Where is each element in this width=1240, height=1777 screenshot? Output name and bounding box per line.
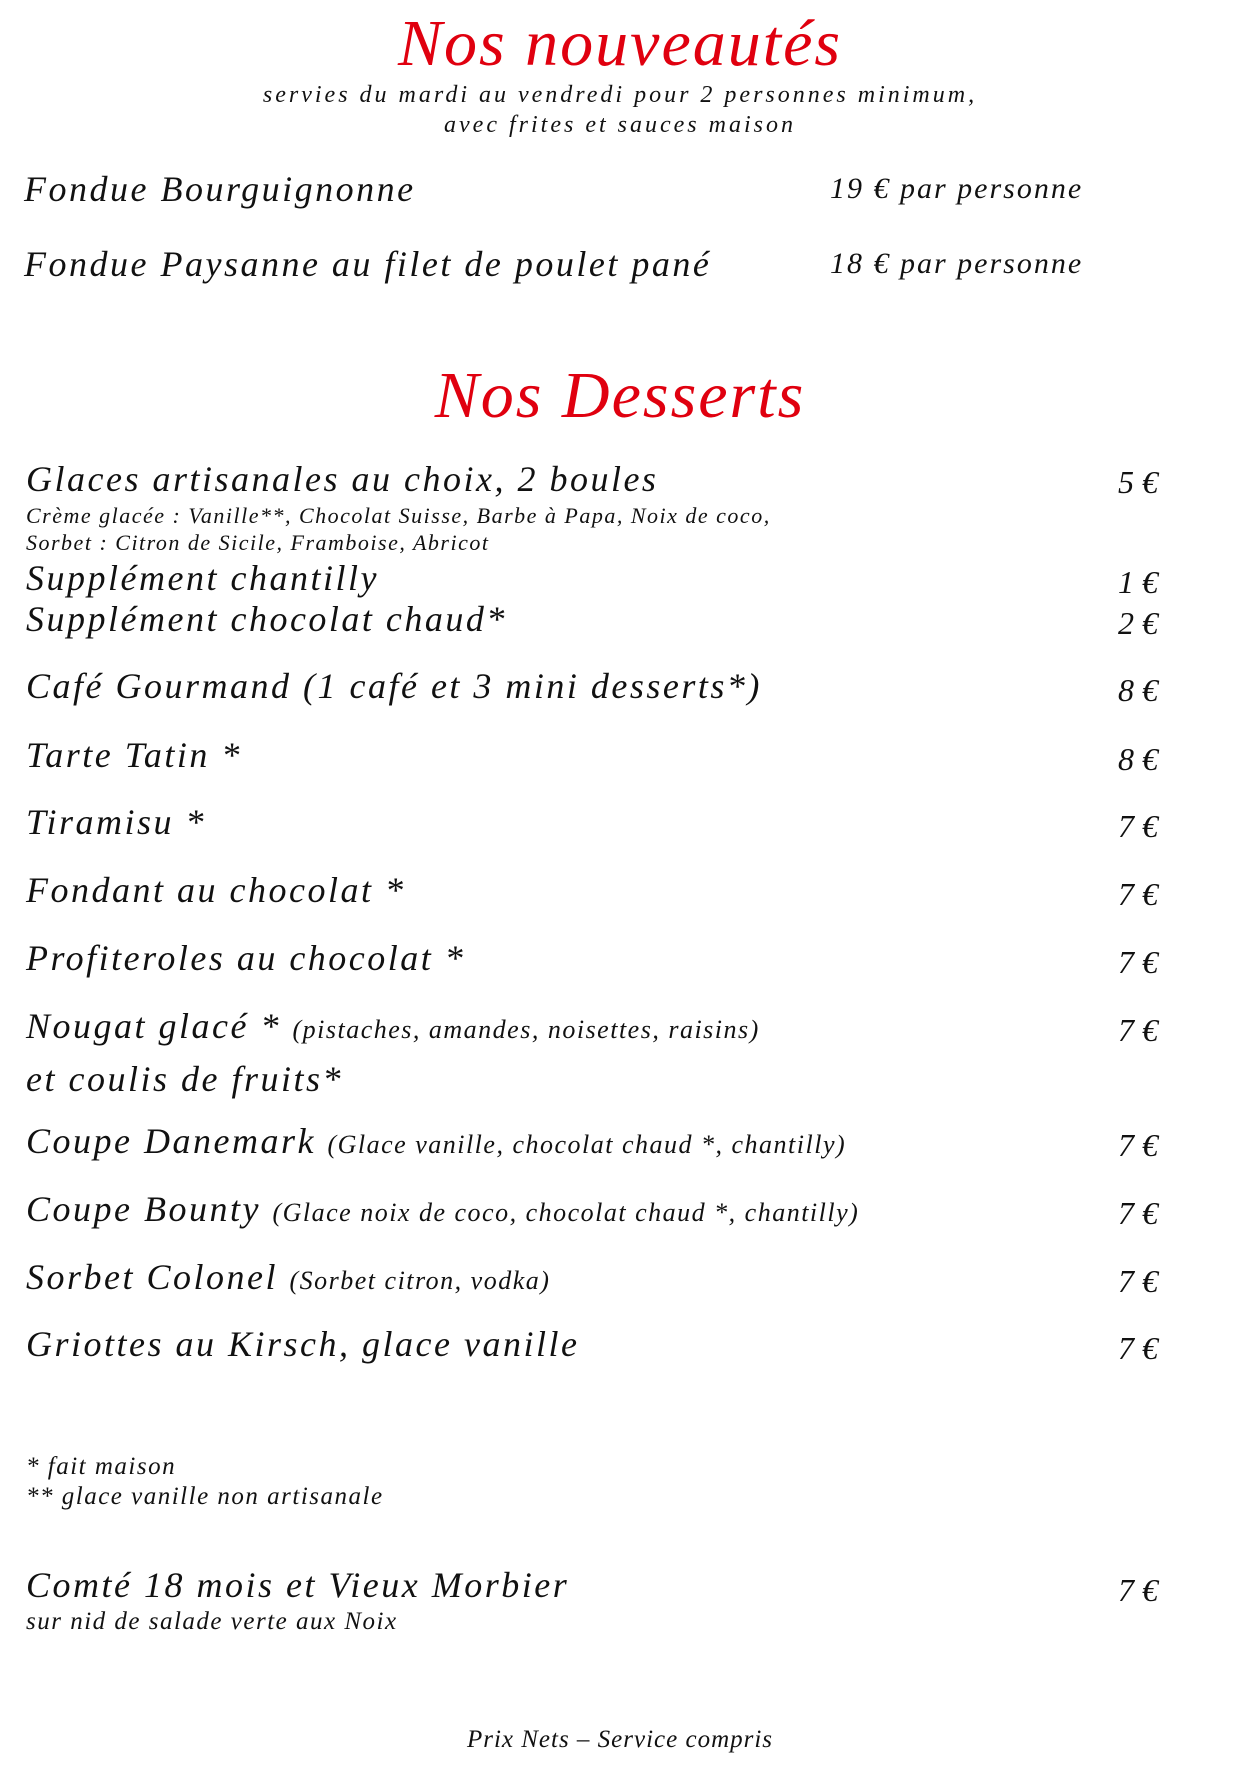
fromage-detail: sur nid de salade verte aux Noix (26, 1608, 398, 1635)
coupe-bounty-line (26, 1188, 859, 1230)
coupe-danemark-name: Coupe Danemark (26, 1121, 316, 1161)
sorbet-colonel-detail: (Sorbet citron, vodka) (289, 1266, 551, 1295)
supplement-chantilly-price: 1 € (1118, 564, 1158, 600)
profiteroles-name: Profiteroles au chocolat * (26, 938, 466, 978)
cafe-gourmand-name: Café Gourmand (1 café et 3 mini desserts*) (26, 666, 762, 706)
nouveautes-subtitle-line1: servies du mardi au vendredi pour 2 personnes minimum, (262, 82, 978, 108)
sorbet-colonel-line (26, 1256, 550, 1298)
fondue-bourguignonne-name: Fondue Bourguignonne (24, 169, 416, 209)
nougat-name-line2: et coulis de fruits* (26, 1059, 343, 1099)
glaces-name: Glaces artisanales au choix, 2 boules (26, 459, 659, 499)
tiramisu-price: 7 € (1118, 808, 1158, 844)
nouveautes-subtitle-line2: avec frites et sauces maison (444, 112, 796, 138)
tarte-tatin-name: Tarte Tatin * (26, 735, 242, 775)
supplement-chocolat-price: 2 € (1118, 605, 1158, 641)
fondue-paysanne-name: Fondue Paysanne au filet de poulet pané (24, 244, 712, 284)
nougat-name: Nougat glacé * (26, 1006, 281, 1046)
tiramisu-name: Tiramisu * (26, 802, 207, 842)
footer-prix-nets: Prix Nets – Service compris (466, 1726, 774, 1753)
note-glace-vanille: ** glace vanille non artisanale (26, 1483, 384, 1510)
coupe-bounty-name: Coupe Bounty (26, 1189, 261, 1229)
supplement-chantilly-name: Supplément chantilly (26, 558, 379, 598)
coupe-danemark-line (26, 1120, 846, 1162)
glaces-detail-line2: Sorbet : Citron de Sicile, Framboise, Abricot (26, 530, 490, 555)
sorbet-colonel-name: Sorbet Colonel (26, 1257, 278, 1297)
coupe-danemark-price: 7 € (1118, 1127, 1158, 1163)
fromage-name: Comté 18 mois et Vieux Morbier (26, 1565, 570, 1605)
profiteroles-price: 7 € (1118, 944, 1158, 980)
fondue-paysanne-price: 18 € par personne (830, 247, 1084, 280)
fromage-price: 7 € (1118, 1572, 1158, 1608)
griottes-price: 7 € (1118, 1330, 1158, 1366)
coupe-danemark-detail: (Glace vanille, chocolat chaud *, chantilly) (327, 1130, 847, 1159)
tarte-tatin-price: 8 € (1118, 741, 1158, 777)
nougat-price: 7 € (1118, 1012, 1158, 1048)
fondant-name: Fondant au chocolat * (26, 870, 406, 910)
note-fait-maison: * fait maison (26, 1453, 177, 1480)
nougat-line1 (26, 1005, 760, 1047)
desserts-title: Nos Desserts (434, 359, 806, 432)
coupe-bounty-detail: (Glace noix de coco, chocolat chaud *, chantilly) (272, 1198, 860, 1227)
fondue-bourguignonne-price: 19 € par personne (830, 172, 1084, 205)
cafe-gourmand-price: 8 € (1118, 672, 1158, 708)
coupe-bounty-price: 7 € (1118, 1195, 1158, 1231)
griottes-name: Griottes au Kirsch, glace vanille (26, 1324, 580, 1364)
supplement-chocolat-name: Supplément chocolat chaud* (26, 599, 507, 639)
glaces-detail-line1: Crème glacée : Vanille**, Chocolat Suisse, Barbe à Papa, Noix de coco, (26, 503, 771, 528)
glaces-price: 5 € (1118, 464, 1158, 500)
nouveautes-title: Nos nouveautés (397, 7, 843, 80)
sorbet-colonel-price: 7 € (1118, 1263, 1158, 1299)
fondant-price: 7 € (1118, 876, 1158, 912)
nougat-detail: (pistaches, amandes, noisettes, raisins) (292, 1015, 760, 1044)
